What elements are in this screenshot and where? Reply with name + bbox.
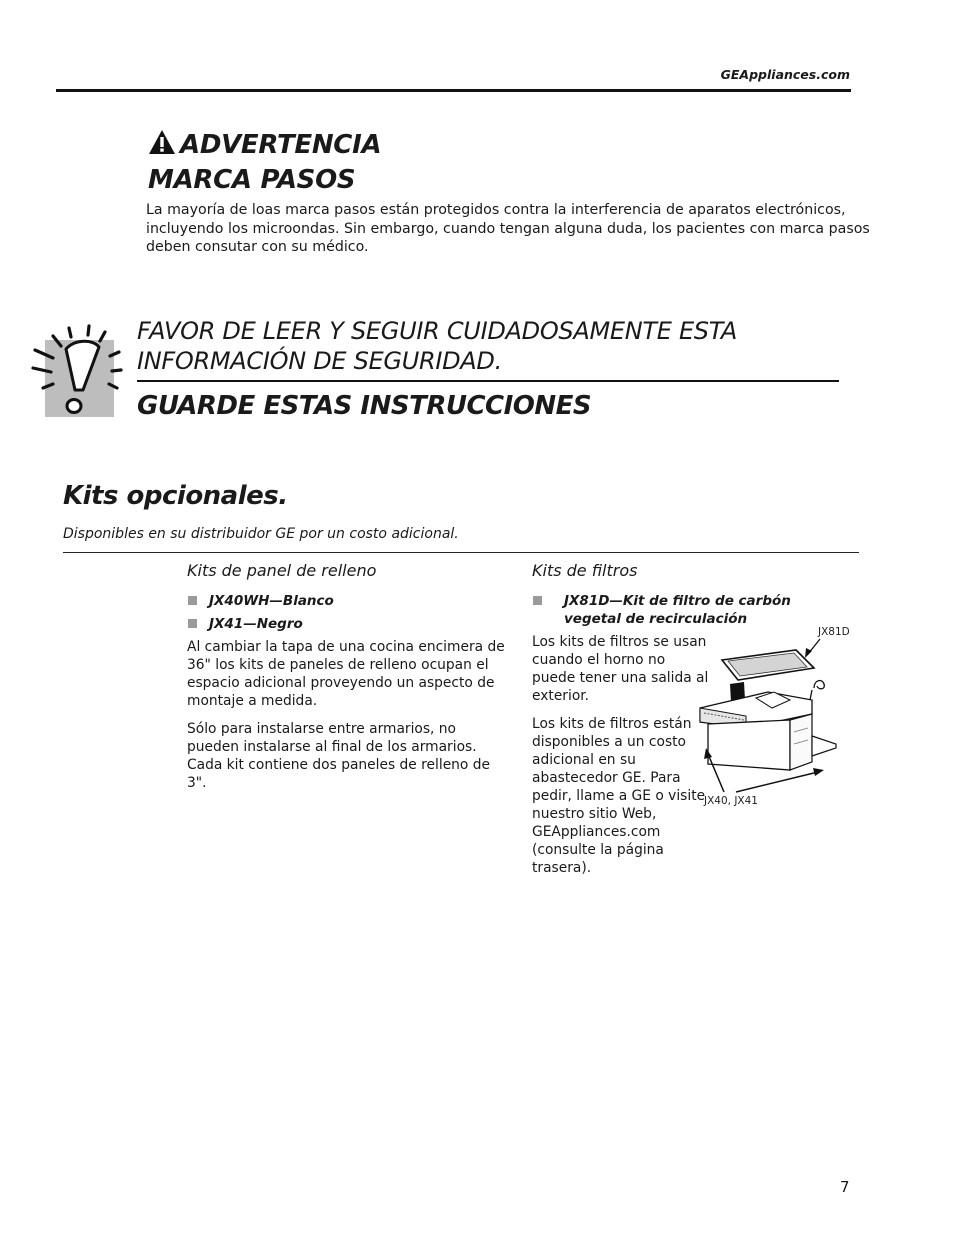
safety-line1: FAVOR DE LEER Y SEGUIR CUIDADOSAMENTE ESTA [137, 317, 738, 345]
warning-title-line1: ADVERTENCIA [180, 130, 382, 160]
diagram-label-jx40-jx41: JX40, JX41 [704, 795, 758, 807]
filter-kit-diagram [694, 624, 850, 810]
kits-title: Kits opcionales. [63, 481, 288, 511]
bullet-icon [188, 619, 197, 628]
safety-rule [137, 380, 839, 382]
header-rule [56, 89, 851, 92]
bullet-icon [188, 596, 197, 605]
exclamation-alert-icon [33, 322, 128, 418]
filler-paragraph-1: Al cambiar la tapa de una cocina encimera de 36" los kits de paneles de relleno ocupan el espacio adicional proveyendo un aspecto de montaje a medida. [187, 639, 505, 709]
kits-rule [63, 552, 859, 553]
filler-kits-column [187, 560, 507, 802]
filters-heading: Kits de filtros [532, 561, 638, 580]
list-item: JX40WH—Blanco [187, 592, 507, 610]
diagram-label-jx81d: JX81D [818, 626, 850, 638]
filler-heading: Kits de panel de relleno [187, 561, 377, 580]
save-instructions: GUARDE ESTAS INSTRUCCIONES [137, 391, 592, 421]
bullet-icon [533, 596, 542, 605]
list-item: JX41—Negro [187, 615, 507, 633]
safety-line2: INFORMACIÓN DE SEGURIDAD. [137, 347, 502, 375]
kits-subtitle: Disponibles en su distribuidor GE por un costo adicional. [63, 526, 459, 542]
filler-paragraph-2: Sólo para instalarse entre armarios, no pueden instalarse al final de los armarios. Cada kit contiene dos paneles de relleno de 3". [187, 721, 490, 791]
page-number: 7 [840, 1178, 850, 1196]
warning-triangle-icon [148, 129, 176, 155]
warning-title-line2: MARCA PASOS [148, 165, 356, 195]
warning-title [148, 128, 381, 198]
filters-paragraph-2: Los kits de filtros están disponibles a un costo adicional en su abastecedor GE. Para pedir, llame a GE o visite nuestro sitio Web, GEAppliances.com (consulte la página trasera). [532, 716, 706, 876]
warning-body: La mayoría de loas marca pasos están protegidos contra la interferencia de aparatos electrónicos, incluyendo los microondas. Sin embargo, cuando tengan alguna duda, los pacientes con marca pasos deben consutar con su médico. [146, 202, 870, 255]
site-url: GEAppliances.com [720, 67, 850, 82]
safety-heading [137, 316, 857, 376]
list-item: JX81D—Kit de filtro de carbón vegetal de recirculación [532, 592, 842, 628]
filters-paragraph-1: Los kits de filtros se usan cuando el horno no puede tener una salida al exterior. [532, 634, 709, 704]
